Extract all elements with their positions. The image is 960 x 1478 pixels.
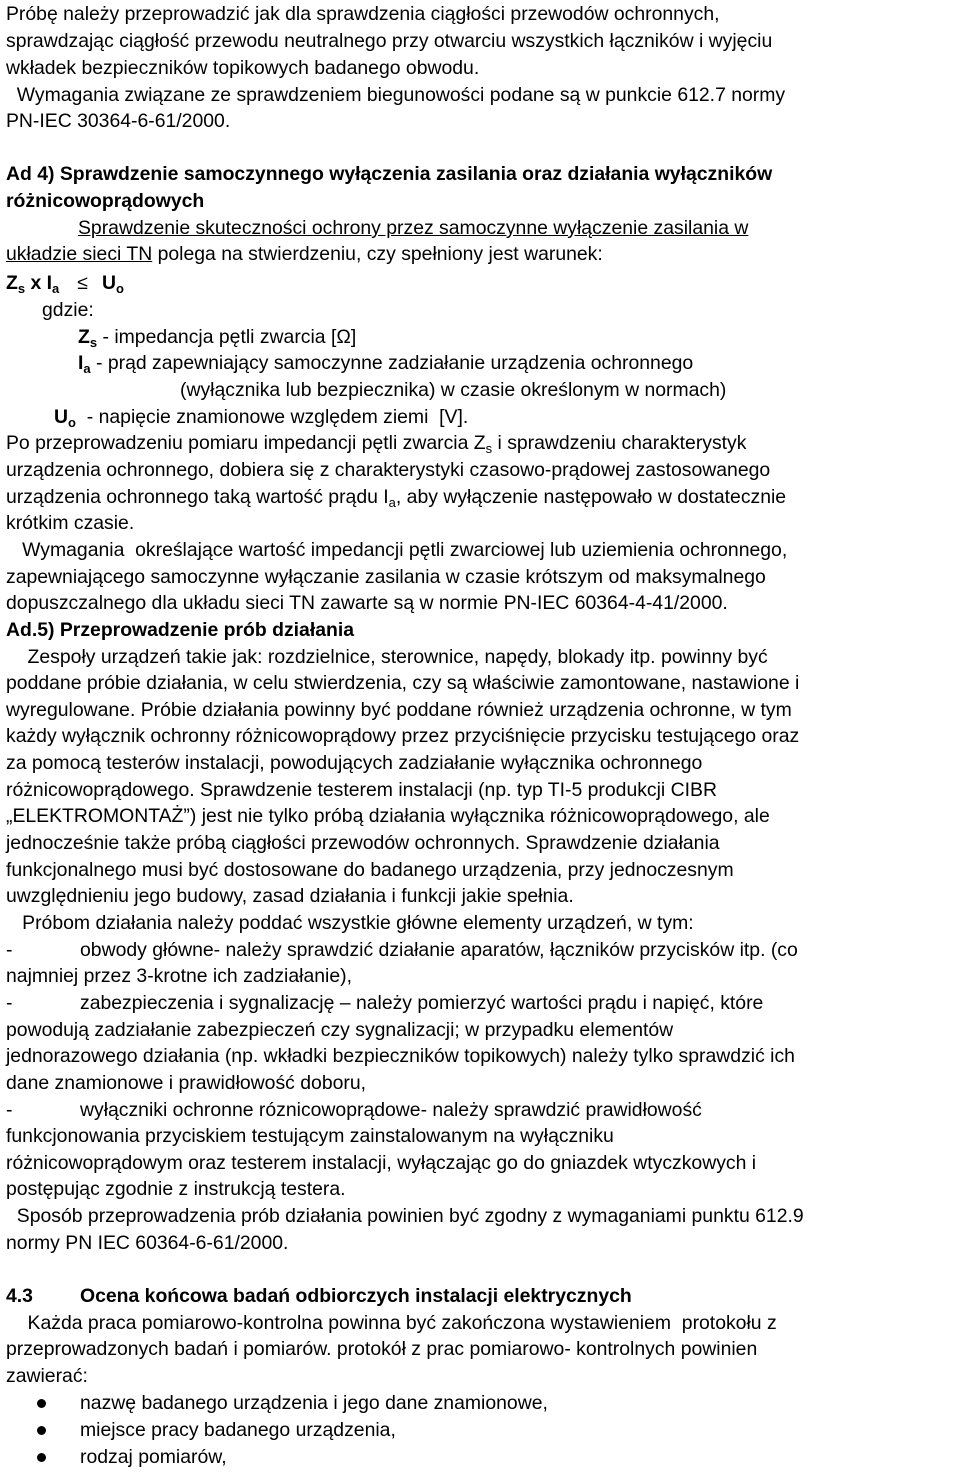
- text-fragment: polega na stwierdzeniu, czy spełniony jest warunek:: [152, 243, 603, 265]
- text-line: przeprowadzonych badań i pomiarów. protokół z prac pomiarowo- kontrolnych powinien: [6, 1338, 758, 1360]
- underlined-text: układzie sieci TN: [6, 243, 153, 265]
- section-number: 4.3: [6, 1285, 33, 1307]
- text-line: Próbę należy przeprowadzić jak dla sprawdzenia ciągłości przewodów ochronnych,: [6, 3, 720, 25]
- text-line: dopuszczalnego dla układu sieci TN zawarte są w normie PN-IEC 60364-4-41/2000.: [6, 592, 728, 614]
- bullet-icon: [37, 1453, 46, 1462]
- text-line: sprawdzając ciągłość przewodu neutralnego przy otwarciu wszystkich łączników i wyjęciu: [6, 30, 773, 52]
- list-dash: -: [6, 939, 13, 961]
- text-line: normy PN IEC 60364-6-61/2000.: [6, 1232, 289, 1254]
- underlined-text: Sprawdzenie skuteczności ochrony przez samoczynne wyłączenie zasilania w: [78, 217, 749, 239]
- definition-i-cont: (wyłącznika lub bezpiecznika) w czasie określonym w normach): [180, 379, 727, 401]
- text-line: wyregulowane. Próbie działania powinny być poddane również urządzenia ochronne, w tym: [6, 699, 792, 721]
- text-line: jednocześnie także próbą ciągłości przewodów ochronnych. Sprawdzenie działania: [6, 832, 720, 854]
- list-item-cont: powodują zadziałanie zabezpieczeń czy sygnalizacji; w przypadku elementów: [6, 1019, 674, 1041]
- definition-u: $U_o$ - napięcie znamionowe względem ziemi [V].: [54, 406, 469, 430]
- text-line: różnicowoprądowego. Sprawdzenie testerem instalacji (np. typ TI-5 produkcji CIBR: [6, 779, 717, 801]
- list-item-cont: dane znamionowe i prawidłowość doboru,: [6, 1072, 367, 1094]
- text-line: urządzenia ochronnego taką wartość prądu $I_a$, aby wyłączenie następowało w dostatecznie: [6, 486, 787, 510]
- gdzie-label: gdzie:: [42, 299, 94, 321]
- list-item: miejsce pracy badanego urządzenia,: [80, 1419, 396, 1441]
- text-line: za pomocą testerów instalacji, powodujących zadziałanie wyłącznika ochronnego: [6, 752, 703, 774]
- text-line: Sposób przeprowadzenia prób działania powinien być zgodny z wymaganiami punktu 612.9: [6, 1205, 804, 1227]
- list-item-cont: postępując zgodnie z instrukcją testera.: [6, 1178, 346, 1200]
- section-heading-ad5: Ad.5) Przeprowadzenie prób działania: [6, 619, 355, 641]
- section-heading-ad4: Ad 4) Sprawdzenie samoczynnego wyłączenia zasilania oraz działania wyłączników: [6, 163, 773, 185]
- section-heading-ad4-cont: różnicowoprądowych: [6, 190, 205, 212]
- text-line: Próbom działania należy poddać wszystkie główne elementy urządzeń, w tym:: [6, 912, 694, 934]
- list-dash: -: [6, 1099, 13, 1121]
- bullet-icon: [37, 1399, 46, 1408]
- list-item-cont: funkcjonowania przyciskiem testującym zainstalowanym na wyłączniku: [6, 1125, 614, 1147]
- list-item: wyłączniki ochronne róznicowoprądowe- należy sprawdzić prawidłowość: [80, 1099, 702, 1121]
- text-line: Zespoły urządzeń takie jak: rozdzielnice, sterownice, napędy, blokady itp. powinny być: [6, 646, 768, 668]
- formula: $Z_s$ x $I_a \le U_o$: [6, 272, 124, 296]
- text-line: każdy wyłącznik ochronny różnicowoprądowy przez przyciśnięcie przycisku testującego oraz: [6, 725, 800, 747]
- text-line: funkcjonalnego musi być dostosowane do badanego urządzenia, przy jednoczesnym: [6, 859, 734, 881]
- text-line: [6, 241, 603, 267]
- text-line: wkładek bezpieczników topikowych badanego obwodu.: [6, 57, 480, 79]
- list-item: obwody główne- należy sprawdzić działanie aparatów, łączników przycisków itp. (co: [80, 939, 798, 961]
- text-line: „ELEKTROMONTAŻ”) jest nie tylko próbą działania wyłącznika różnicowoprądowego, ale: [6, 805, 770, 827]
- text-line: zapewniającego samoczynne wyłączanie zasilania w czasie krótszym od maksymalnego: [6, 566, 766, 588]
- text-line: Każda praca pomiarowo-kontrolna powinna być zakończona wystawieniem protokołu z: [6, 1312, 777, 1334]
- definition-z: $Z_s$ - impedancja pętli zwarcia [Ω]: [78, 326, 357, 350]
- text-line: urządzenia ochronnego, dobiera się z charakterystyki czasowo-prądowej zastosowanego: [6, 459, 771, 481]
- list-item-cont: różnicowoprądowym oraz testerem instalacji, wyłączając go do gniazdek wtyczkowych i: [6, 1152, 757, 1174]
- text-line: PN-IEC 30364-6-61/2000.: [6, 110, 231, 132]
- text-line: Wymagania związane ze sprawdzeniem biegunowości podane są w punkcie 612.7 normy: [6, 84, 786, 106]
- list-item-cont: najmniej przez 3-krotne ich zadziałanie),: [6, 965, 352, 987]
- text-line: krótkim czasie.: [6, 512, 135, 534]
- text-line: Po przeprowadzeniu pomiaru impedancji pętli zwarcia $Z_s$ i sprawdzeniu charakterystyk: [6, 432, 747, 456]
- section-title: Ocena końcowa badań odbiorczych instalacji elektrycznych: [80, 1285, 632, 1307]
- list-item: zabezpieczenia i sygnalizację – należy pomierzyć wartości prądu i napięć, które: [80, 992, 764, 1014]
- list-dash: -: [6, 992, 13, 1014]
- text-line: uwzględnieniu jego budowy, zasad działania i funkcji jakie spełnia.: [6, 885, 574, 907]
- text-line: Wymagania określające wartość impedancji pętli zwarciowej lub uziemienia ochronnego,: [6, 539, 788, 561]
- list-item: rodzaj pomiarów,: [80, 1446, 227, 1468]
- list-item-cont: jednorazowego działania (np. wkładki bezpieczników topikowych) należy tylko sprawdzić ich: [6, 1045, 795, 1067]
- text-line: poddane próbie działania, w celu stwierdzenia, czy są właściwie zamontowane, nastawione i: [6, 672, 800, 694]
- text-line: zawierać:: [6, 1365, 88, 1387]
- bullet-icon: [37, 1426, 46, 1435]
- definition-i: $I_a$ - prąd zapewniający samoczynne zadziałanie urządzenia ochronnego: [78, 352, 694, 376]
- list-item: nazwę badanego urządzenia i jego dane znamionowe,: [80, 1392, 548, 1414]
